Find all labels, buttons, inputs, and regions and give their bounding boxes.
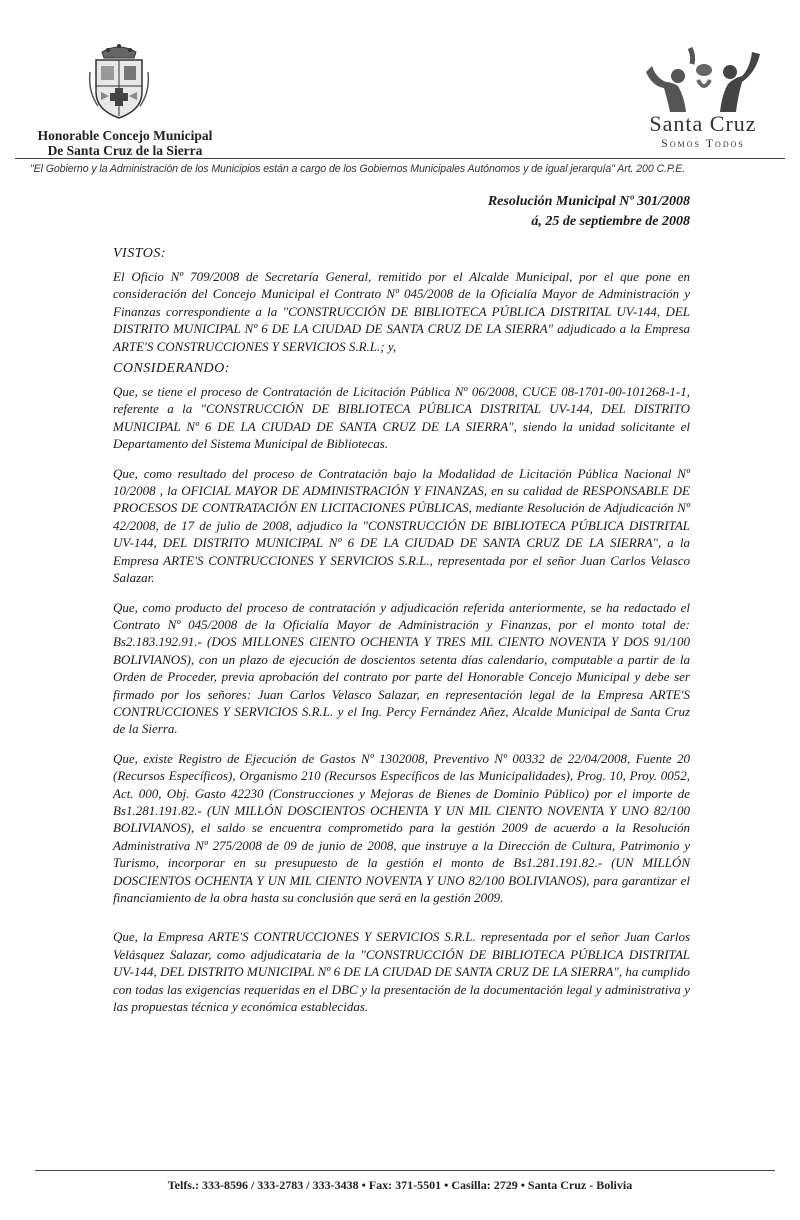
council-name-line1: Honorable Concejo Municipal: [37, 128, 213, 143]
coat-of-arms-icon: [88, 42, 150, 122]
header-divider: [15, 158, 785, 159]
vistos-paragraph: El Oficio Nº 709/2008 de Secretaría General, remitido por el Alcalde Municipal, por el que pone en consideración del Concejo Municipal el Contrato Nº 045/2008 de la Oficialía Mayor de Administración y Finanzas correspondiente a la "CONSTRUCCIÓN DE BIBLIOTECA PÚBLICA DISTRITAL UV-144, DEL DISTRITO MUNICIPAL Nº 6 DE LA CIUDAD DE SANTA CRUZ DE LA SIERRA" adjudicado a la Empresa ARTE'S CONSTRUCCIONES Y SERVICIOS S.R.L.; y,: [113, 269, 690, 354]
considerando-paragraph-2: Que, como resultado del proceso de Contratación bajo la Modalidad de Licitación Pública Nacional Nº 10/2008 , la OFICIAL MAYOR DE ADMINISTRACIÓN Y FINANZAS, en su calidad de RESPONSABLE DE PROCESOS DE CONTRATACIÓN EN LICITACIONES PÚBLICAS, mediante Resolución de Adjudicación Nº 42/2008, de 17 de julio de 2008, adjudico la "CONSTRUCCIÓN DE BIBLIOTECA PÚBLICA DISTRITAL UV-144, DEL DISTRITO MUNICIPAL Nº 6 DE LA CIUDAD DE SANTA CRUZ DE LA SIERRA", a la Empresa ARTE'S CONTRUCCIONES Y SERVICIOS S.R.L., representada por el señor Juan Carlos Velasco Salazar.: [113, 465, 690, 586]
resolution-block: [488, 192, 690, 232]
considerando-paragraph-5: Que, la Empresa ARTE'S CONTRUCCIONES Y SERVICIOS S.R.L. representada por el señor Juan Carlos Velásquez Salazar, como adjudicataria de la "CONSTRUCCIÓN DE BIBLIOTECA PÚBLICA DISTRITAL UV-144, DEL DISTRITO MUNICIPAL Nº 6 DE LA CIUDAD DE SANTA CRUZ DE LA SIERRA", ha cumplido con todas las exigencias requeridas en el DBC y la presentación de la documentación legal y administrativa y las propuestas técnica y económica establecidas.: [113, 929, 690, 1015]
considerando-paragraph-1: Que, se tiene el proceso de Contratación de Licitación Pública Nº 06/2008, CUCE 08-1701-00-101268-1-1, referente a la "CONSTRUCCIÓN DE BIBLIOTECA PÚBLICA DISTRITAL UV-144, DEL DISTRITO MUNICIPAL Nº 6 DE LA CIUDAD DE SANTA CRUZ DE LA SIERRA", siendo la unidad solicitante el Departamento del Sistema Municipal de Bibliotecas.: [113, 384, 690, 452]
logo-title: Santa Cruz: [649, 111, 757, 136]
council-name-line2: De Santa Cruz de la Sierra: [47, 143, 203, 158]
footer-divider: [35, 1170, 775, 1171]
council-name: [20, 128, 230, 158]
footer-contact: Telfs.: 333-8596 / 333-2783 / 333-3438 • Fax: 371-5501 • Casilla: 2729 • Santa Cruz - Bolivia: [167, 1178, 633, 1192]
resolution-number: Resolución Municipal Nº 301/2008: [487, 194, 690, 209]
constitution-motto: "El Gobierno y la Administración de los Municipios están a cargo de los Gobiernos Municipales Autónomos y de igual jerarquía" Art. 200 C.P.E.: [30, 163, 686, 175]
vistos-heading: VISTOS:: [113, 246, 167, 261]
considerando-paragraph-3: Que, como producto del proceso de contratación y adjudicación referida anteriormente, se ha redactado el Contrato Nº 045/2008 de la Oficialía Mayor de Administración y Finanzas, por el monto total de: Bs2.183.192.91.- (DOS MILLONES CIENTO OCHENTA Y TRES MIL CIENTO NOVENTA Y DOS 91/100 BOLIVIANOS), con un plazo de ejecución de doscientos setenta días calendario, computable a partir de la Orden de Proceder, previa aprobación del contrato por parte del Honorable Concejo Municipal y debe ser firmado por los señores: Juan Carlos Velasco Salazar, en representación legal de la Empresa ARTE'S CONTRUCCIONES Y SERVICIOS S.R.L. y el Ing. Percy Fernández Añez, Alcalde Municipal de Santa Cruz de la Sierra.: [113, 599, 690, 737]
logo-subtitle: Somos Todos: [661, 136, 745, 150]
document-body: [113, 246, 690, 1027]
resolution-date: á, 25 de septiembre de 2008: [531, 214, 690, 229]
considerando-heading: CONSIDERANDO:: [113, 361, 230, 377]
considerando-paragraph-4: Que, existe Registro de Ejecución de Gastos Nº 1302008, Preventivo Nº 00332 de 22/04/2008, Fuente 20 (Recursos Específicos), Organismo 210 (Recursos Específicos de las Municipalidades), Prog. 10, Proy. 0052, Act. 000, Obj. Gasto 42230 (Construcciones y Mejoras de Bienes de Dominio Público) por el importe de Bs1.281.191.82.- (UN MILLÓN DOSCIENTOS OCHENTA Y UN MIL CIENTO NOVENTA Y UNO 82/100 BOLIVIANOS), el saldo se encuentra comprometido para la gestión 2009 de acuerdo a la Resolución Administrativa Nº 275/2008 de 09 de junio de 2008, que instruye a la Dirección de Cultura, Patrimonio y Turismo, incorporar en su presupuesto de la gestión el monto de Bs1.281.191.82.- (UN MILLÓN DOSCIENTOS OCHENTA Y UN MIL CIENTO NOVENTA Y UNO 82/100 BOLIVIANOS), para garantizar el financiamiento de la obra hasta su conclusión que será en la gestión 2009.: [113, 750, 690, 905]
